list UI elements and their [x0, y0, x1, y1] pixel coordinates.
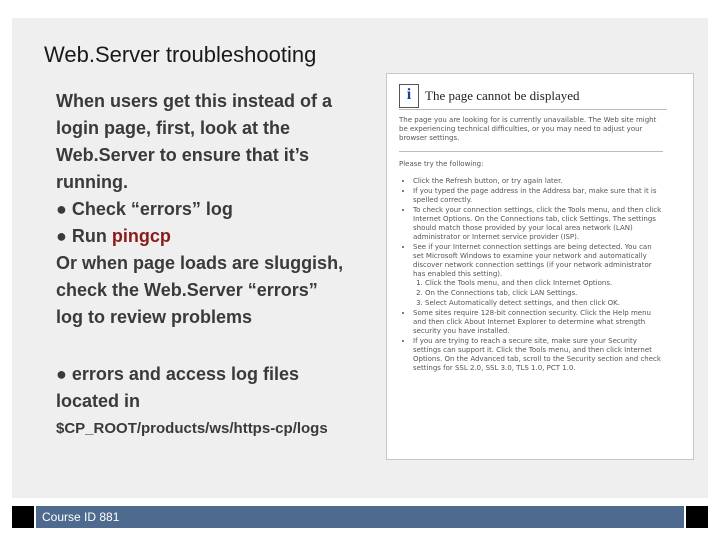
body-line: running. [56, 172, 128, 192]
sub-step: 2. On the Connections tab, click LAN Settings. [425, 289, 663, 298]
list-item: • If you are trying to reach a secure site, make sure your Security settings can support it. Click the Tools menu, and then click Internet Options. On the Advanced tab, scroll to the Security section and check settings for SSL 2.0, SSL 3.0, TLS 1.0, PCT 1.0. [413, 337, 663, 373]
list-item: • Some sites require 128-bit connection security. Click the Help menu and then click About Internet Explorer to determine what strength security you have installed. [413, 309, 663, 336]
sub-step: 3. Select Automatically detect settings, and then click OK. [425, 299, 663, 308]
suggestion-list [399, 177, 663, 373]
try-heading: Please try the following: [399, 160, 484, 168]
list-item [413, 243, 663, 308]
bullet-log-files: ● errors and access log files [56, 364, 299, 384]
course-id: Course ID 881 [42, 510, 120, 524]
list-item: • If you typed the page address in the Address bar, make sure that it is spelled correctly. [413, 187, 663, 205]
footer-block-left [12, 506, 34, 528]
list-item-text: See if your Internet connection settings are being detected. You can set Microsoft Windows to examine your network and automatically discover network connection settings (if your network administrator has enabled this setting). [413, 243, 652, 278]
bullet-prefix: ● Run [56, 226, 112, 246]
body-line: Web.Server to ensure that it’s [56, 145, 310, 165]
error-page-screenshot [386, 73, 694, 460]
list-item: • To check your connection settings, click the Tools menu, and then click Internet Options. On the Connections tab, click Settings. The settings should match those provided by your local area network (LAN) administrator or Internet service provider (ISP). [413, 206, 663, 242]
divider [399, 109, 667, 110]
body-line: located in [56, 391, 141, 411]
error-page-title: The page cannot be displayed [425, 88, 580, 103]
slide-title: Web.Server troubleshooting [44, 42, 317, 67]
bullet-check-errors: ● Check “errors” log [56, 199, 233, 219]
sub-step: 1. Click the Tools menu, and then click Internet Options. [425, 279, 663, 288]
bullet-run-pingcp [56, 223, 386, 250]
log-path: $CP_ROOT/products/ws/https-cp/logs [56, 420, 328, 437]
error-page-header [399, 84, 580, 108]
spacer [56, 331, 386, 361]
body-line: login page, first, look at the [56, 118, 291, 138]
error-page-intro: The page you are looking for is currently unavailable. The Web site might be experiencing technical difficulties, or you may need to adjust your browser settings. [399, 116, 657, 142]
error-page-body [399, 116, 663, 374]
footer-block-right [686, 506, 708, 528]
sub-step-list [413, 279, 663, 308]
slide-body [56, 88, 386, 442]
info-icon: i [399, 84, 419, 108]
divider [399, 151, 663, 152]
pingcp-command: pingcp [111, 226, 171, 246]
body-line: check the Web.Server “errors” [56, 280, 318, 300]
body-line: log to review problems [56, 307, 253, 327]
body-line: When users get this instead of a [56, 91, 333, 111]
body-line: Or when page loads are sluggish, [56, 253, 344, 273]
list-item: • Click the Refresh button, or try again later. [413, 177, 663, 186]
footer-bar [36, 506, 684, 528]
